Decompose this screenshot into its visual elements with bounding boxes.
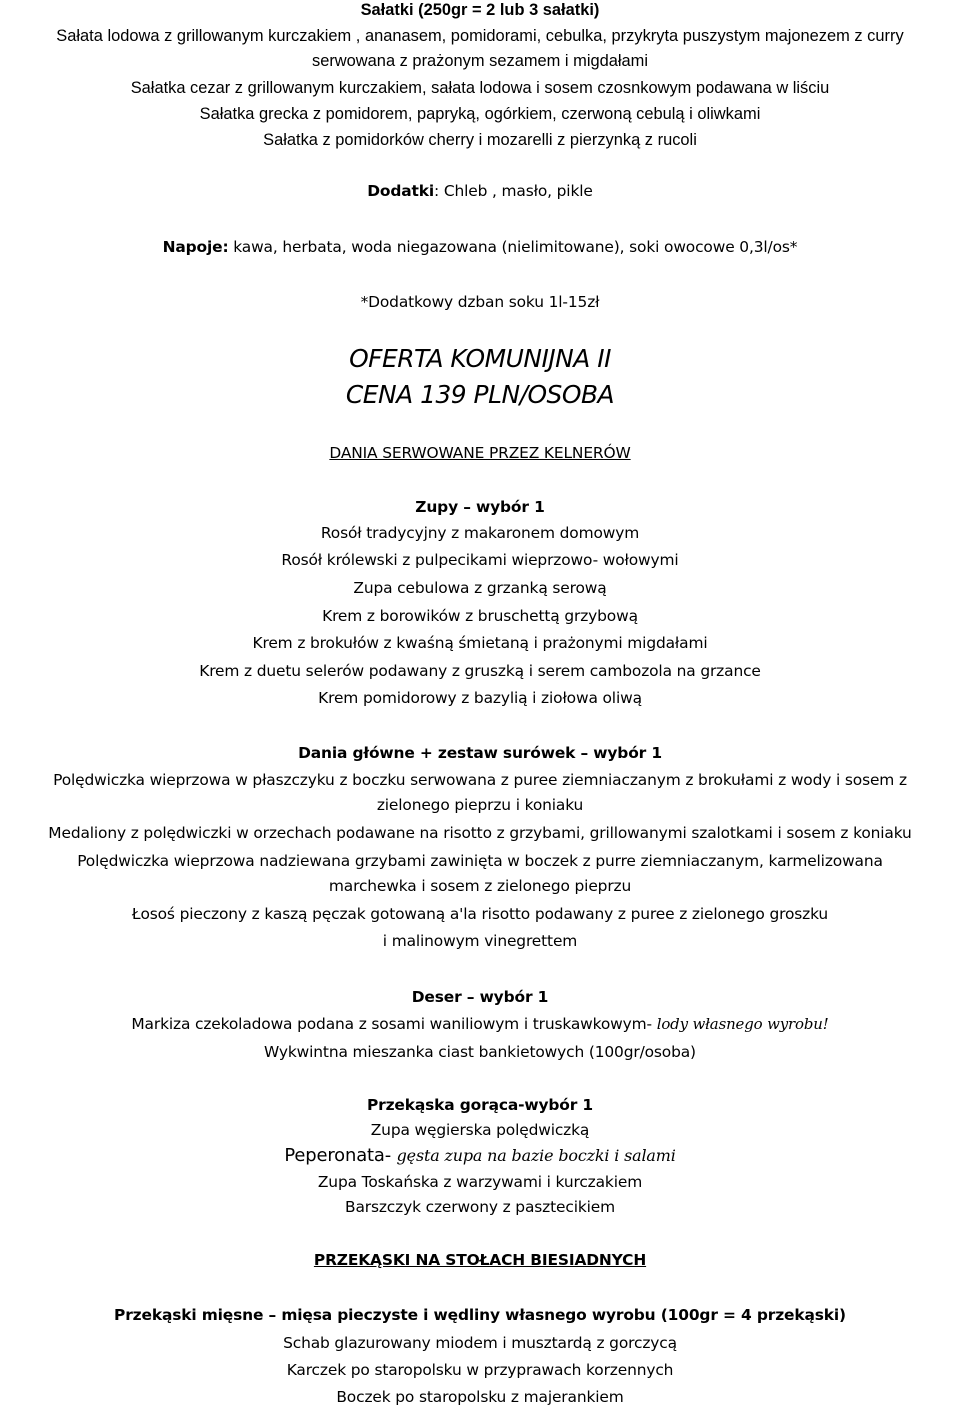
extras-text: : Chleb , masło, pikle bbox=[434, 182, 593, 200]
salads-heading: Sałatki (250gr = 2 lub 3 sałatki) bbox=[360, 1, 600, 19]
drinks-note: *Dodatkowy dzban soku 1l-15zł bbox=[360, 293, 600, 311]
drinks-text: kawa, herbata, woda niegazowana (nielimitowane), soki owocowe 0,3l/os* bbox=[228, 238, 798, 256]
hot-snack-heading: Przekąska gorąca-wybór 1 bbox=[366, 1096, 594, 1114]
salad-item: Sałatka z pomidorków cherry i mozarelli z pierzynką z rucoli bbox=[263, 131, 697, 149]
offer-price: CENA 139 PLN/OSOBA bbox=[345, 380, 615, 409]
extras-label: Dodatki bbox=[367, 182, 435, 200]
main-item: zielonego pieprzu i koniaku bbox=[376, 796, 584, 814]
main-item: Medaliony z polędwiczki w orzechach podawane na risotto z grzybami, grillowanymi szalotkami i sosem z koniaku bbox=[48, 824, 912, 842]
soup-item: Rosół królewski z pulpecikami wieprzowo- wołowymi bbox=[281, 551, 679, 569]
hot-snack-item-text: Peperonata- bbox=[284, 1145, 397, 1166]
hot-snack-item-script: gęsta zupa na bazie boczki i salami bbox=[396, 1146, 676, 1165]
offer-title: OFERTA KOMUNIJNA II bbox=[349, 344, 611, 373]
main-item: marchewka i sosem z zielonego pieprzu bbox=[328, 877, 632, 895]
meat-snack-item: Schab glazurowany miodem i musztardą z gorczycą bbox=[283, 1334, 677, 1352]
salad-item: Sałatka cezar z grillowanym kurczakiem, sałata lodowa i sosem czosnkowym podawana w liściu bbox=[130, 79, 830, 97]
dessert-heading: Deser – wybór 1 bbox=[411, 988, 549, 1006]
meat-snacks-heading: Przekąski mięsne – mięsa pieczyste i wędliny własnego wyrobu (100gr = 4 przekąski) bbox=[114, 1306, 846, 1324]
soup-item: Krem pomidorowy z bazylią i ziołowa oliwą bbox=[318, 689, 642, 707]
dessert-item: Wykwintna mieszanka ciast bankietowych (100gr/osoba) bbox=[264, 1043, 696, 1061]
mains-heading: Dania główne + zestaw surówek – wybór 1 bbox=[298, 744, 662, 762]
meat-snack-item: Boczek po staropolsku z majerankiem bbox=[336, 1388, 624, 1406]
hot-snack-item: Zupa węgierska polędwiczką bbox=[370, 1121, 590, 1139]
main-item: Polędwiczka wieprzowa w płaszczyku z boczku serwowana z puree ziemniaczanym z brokułami z wody i sosem z bbox=[53, 771, 907, 789]
main-item: Polędwiczka wieprzowa nadziewana grzybami zawinięta w boczek z purre ziemniaczanym, karmelizowana bbox=[77, 852, 883, 870]
soup-item: Krem z borowików z bruschettą grzybową bbox=[322, 607, 638, 625]
extras-line bbox=[2, 181, 958, 201]
hot-snack-item bbox=[2, 1146, 958, 1166]
soup-item: Krem z brokułów z kwaśną śmietaną i prażonymi migdałami bbox=[252, 634, 708, 652]
table-snacks-heading: PRZEKĄSKI NA STOŁACH BIESIADNYCH bbox=[313, 1251, 647, 1269]
drinks-label: Napoje: bbox=[162, 238, 229, 256]
dessert-item-script: lody własnego wyrobu! bbox=[656, 1015, 829, 1033]
hot-snack-item: Barszczyk czerwony z pasztecikiem bbox=[345, 1198, 615, 1216]
dessert-item bbox=[2, 1014, 958, 1034]
salad-item: Sałata lodowa z grillowanym kurczakiem , ananasem, pomidorami, cebulka, przykryta puszystym majonezem z curry bbox=[56, 27, 904, 45]
soup-item: Krem z duetu selerów podawany z gruszką i serem cambozola na grzance bbox=[199, 662, 761, 680]
main-item: Łosoś pieczony z kaszą pęczak gotowaną a'la risotto podawany z puree z zielonego groszku bbox=[131, 905, 829, 923]
soup-item: Rosół tradycyjny z makaronem domowym bbox=[320, 524, 640, 542]
soup-item: Zupa cebulowa z grzanką serową bbox=[353, 579, 607, 597]
dessert-item-text: Markiza czekoladowa podana z sosami waniliowym i truskawkowym- bbox=[131, 1015, 657, 1033]
main-item: i malinowym vinegrettem bbox=[382, 932, 578, 950]
hot-snack-item: Zupa Toskańska z warzywami i kurczakiem bbox=[317, 1173, 643, 1191]
salad-item: Sałatka grecka z pomidorem, papryką, ogórkiem, czerwoną cebulą i oliwkami bbox=[199, 105, 761, 123]
meat-snack-item: Karczek po staropolsku w przyprawach korzennych bbox=[286, 1361, 674, 1379]
salad-item: serwowana z prażonym sezamem i migdałami bbox=[311, 52, 649, 70]
drinks-line bbox=[2, 237, 958, 257]
served-heading: DANIA SERWOWANE PRZEZ KELNERÓW bbox=[329, 444, 631, 462]
soups-heading: Zupy – wybór 1 bbox=[415, 498, 545, 516]
